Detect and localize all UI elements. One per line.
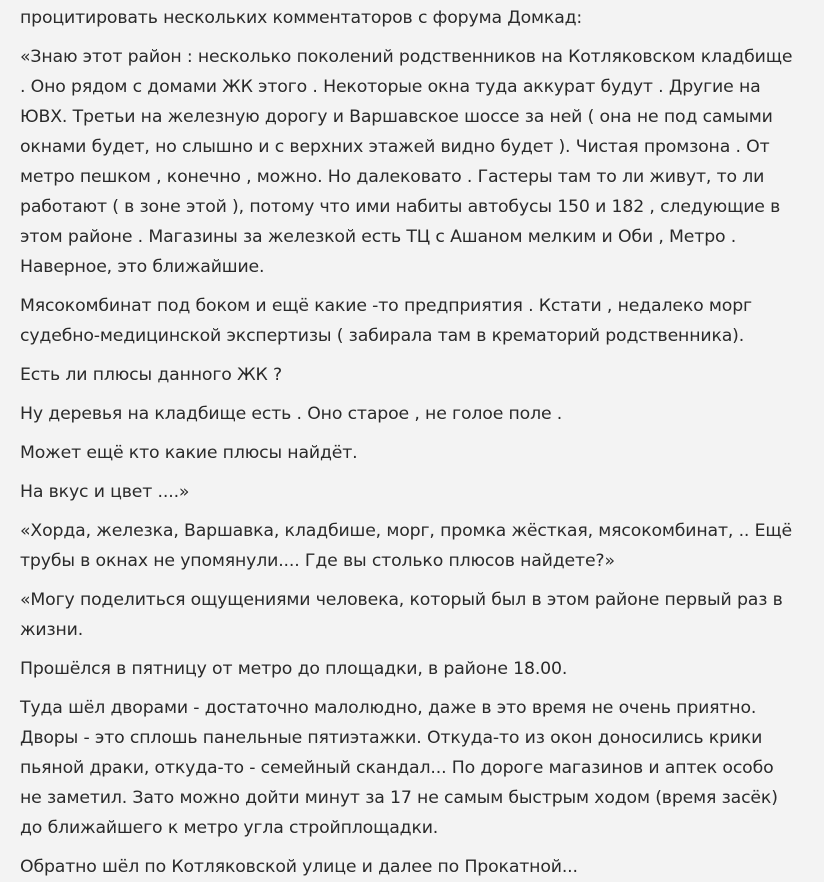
quote-paragraph-7: «Хорда, железка, Варшавка, кладбише, морг, промка жёсткая, мясокомбинат, .. Ещё трубы в окнах не упомянули.... Где вы столько плюсов найдете?» (20, 521, 792, 571)
quote-paragraph-11: Обратно шёл по Котляковской улице и далее по Прокатной... (20, 857, 578, 877)
quote-paragraph-4: Ну деревья на кладбище есть . Оно старое , не голое поле . (20, 404, 563, 424)
intro-paragraph: процитировать нескольких комментаторов с форума Домкад: (20, 8, 583, 28)
article-body (20, 0, 820, 882)
quote-paragraph-9: Прошёлся в пятницу от метро до площадки, в районе 18.00. (20, 659, 568, 679)
quote-paragraph-6: На вкус и цвет ....» (20, 482, 190, 502)
quote-paragraph-2: Мясокомбинат под боком и ещё какие -то предприятия . Кстати , недалеко морг судебно-медицинской экспертизы ( забирала там в крематорий родственника). (20, 296, 752, 346)
quote-paragraph-10: Туда шёл дворами - достаточно малолюдно, даже в это время не очень приятно. Дворы - это сплошь панельные пятиэтажки. Откуда-то из окон доносились крики пьяной драки, откуда-то - семейный скандал... По дороге магазинов и аптек особо не заметил. Зато можно дойти минут за 17 не самым быстрым ходом (время засёк) до ближайшего к метро угла стройплощадки. (20, 698, 778, 838)
quote-paragraph-8: «Могу поделиться ощущениями человека, который был в этом районе первый раз в жизни. (20, 590, 783, 640)
quote-paragraph-3: Есть ли плюсы данного ЖК ? (20, 365, 282, 385)
quote-paragraph-5: Может ещё кто какие плюсы найдёт. (20, 443, 358, 463)
quote-paragraph-1: «Знаю этот район : несколько поколений родственников на Котляковском кладбище . Оно рядом с домами ЖК этого . Некоторые окна туда аккурат будут . Другие на ЮВХ. Третьи на железную дорогу и Варшавское шоссе за ней ( она не под самыми окнами будет, но слышно и с верхних этажей видно будет ). Чистая промзона . От метро пешком , конечно , можно. Но далековато . Гастеры там то ли живут, то ли работают ( в зоне этой ), потому что ими набиты автобусы 150 и 182 , следующие в этом районе . Магазины за железкой есть ТЦ с Ашаном мелким и Оби , Метро . Наверное, это ближайшие. (20, 47, 793, 277)
